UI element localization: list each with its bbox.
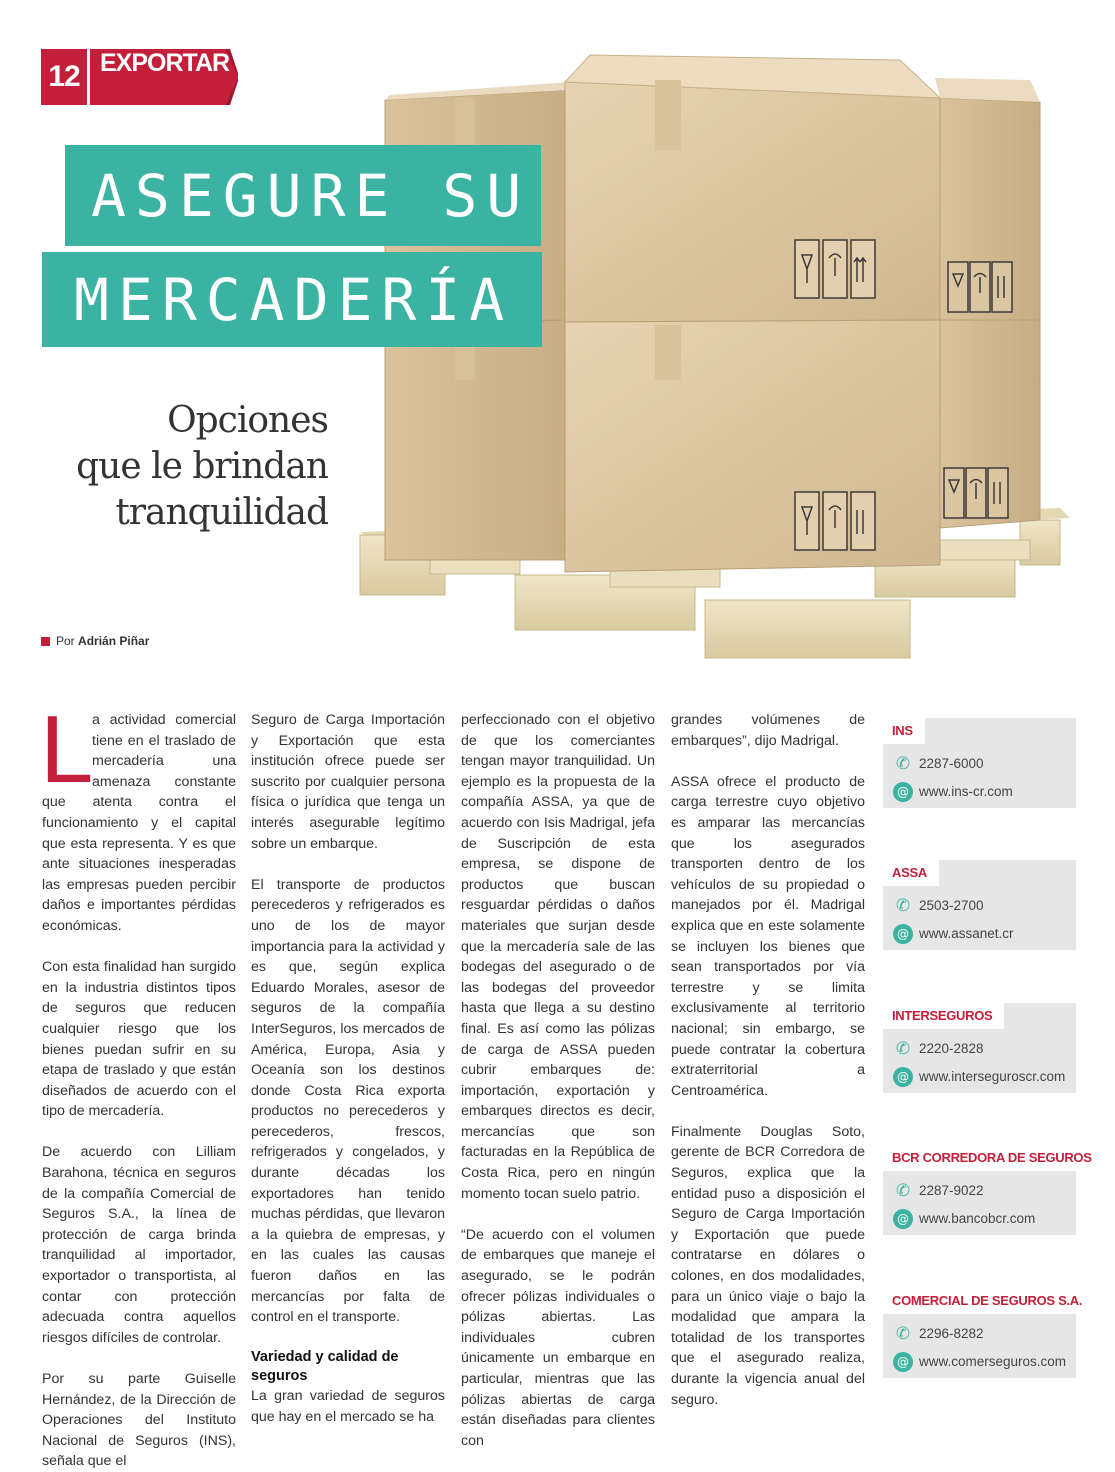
contact-web[interactable] — [893, 780, 1013, 804]
subtitle-line-3: tranquilidad — [115, 492, 328, 533]
handling-symbols-icon — [795, 240, 875, 298]
at-icon: @ — [893, 1352, 913, 1372]
subtitle — [28, 398, 328, 536]
title-line-1: ASEGURE SU — [91, 162, 531, 230]
contact-phone — [893, 1037, 984, 1061]
phone-number: 2287-9022 — [919, 1183, 984, 1198]
paragraph: El transporte de productos perecederos y refrigerados es uno de los de mayor importancia para la actividad y es que, según explica Eduardo Morales, asesor de seguros de la compañía InterSeguros, los mercados de América, Europa, Asia y Oceanía son los destinos donde Costa Rica exporta productos no perecederos y perecederos, frescos, refrigerados y congelados, y durante décadas los exportadores han tenido muchas pérdidas, que llevaron a la quiebra de empresas, y en las cuales las causas fueron daños en las mercancías por falta de control en el transporte. — [251, 876, 445, 1326]
contact-name: ASSA — [883, 860, 939, 886]
cardboard-boxes-pallet-image — [340, 40, 1080, 660]
paragraph — [40, 696, 236, 937]
byline-author: Adrián Piñar — [78, 634, 150, 648]
subtitle-line-1: Opciones — [167, 400, 328, 441]
box-bottom-front — [565, 320, 940, 572]
paragraph: grandes volúmenes de embarques”, dijo Madrigal. — [671, 712, 865, 749]
contact-name: COMERCIAL DE SEGUROS S.A. — [883, 1288, 1094, 1314]
article-column-1 — [40, 696, 236, 1472]
subheading: Variedad y calidad de seguros — [251, 1349, 399, 1385]
page-number: 12 — [41, 49, 87, 105]
phone-number: 2220-2828 — [919, 1041, 984, 1056]
contact-name: INS — [883, 718, 925, 744]
phone-icon: ✆ — [895, 896, 911, 917]
at-icon: @ — [893, 924, 913, 944]
subtitle-line-2: que le brindan — [76, 446, 328, 487]
at-icon: @ — [893, 1209, 913, 1229]
paragraph: Por su parte Guiselle Hernández, de la Dirección de Operaciones del Instituto Nacional de Seguros (INS), señala que el — [42, 1371, 236, 1470]
byline-square-icon — [41, 637, 50, 646]
website-link[interactable]: www.interseguroscr.com — [919, 1069, 1066, 1084]
article-column-4 — [671, 710, 865, 1410]
byline — [41, 634, 149, 648]
phone-number: 2287-6000 — [919, 756, 984, 771]
paragraph: perfeccionado con el objetivo de que los comerciantes tengan mayor tranquilidad. Un ejemplo es la propuesta de la compañía ASSA, ya que de acuerdo con Isis Madrigal, jefa de Suscripción de esta empresa, se dispone de productos que buscan resguardar pérdidas o daños materiales que surjan desde que la mercadería sale de las bodegas del asegurado o de las bodegas del proveedor hasta que llega a su destino final. Es así como las pólizas de carga de ASSA pueden cubrir embarques de: importación, exportación y embarques directos es decir, mercancías que son facturadas en la República de Costa Rica, pero en ningún momento tocan suelo patrio. — [461, 712, 655, 1202]
byline-prefix: Por — [56, 634, 75, 648]
website-link[interactable]: www.comerseguros.com — [919, 1354, 1067, 1369]
at-icon: @ — [893, 1067, 913, 1087]
contact-name: BCR CORREDORA DE SEGUROS — [883, 1145, 1104, 1171]
paragraph: De acuerdo con Lilliam Barahona, técnica en seguros de la compañía Comercial de Seguros S.A., la línea de protección de carga brinda tranquilidad al importador, exportador o transportista, al contar con protección adecuada contra aquellos riesgos difíciles de controlar. — [42, 1144, 236, 1346]
paragraph: Seguro de Carga Importación y Exportación que esta institución ofrece puede ser suscrito por cualquier persona física o jurídica que tenga un interés asegurable legítimo sobre un embarque. — [251, 712, 445, 852]
contact-box-ins — [883, 718, 1076, 808]
website-link[interactable]: www.ins-cr.com — [919, 784, 1013, 799]
paragraph: “De acuerdo con el volumen de embarques que maneje el asegurado, se le podrán ofrecer pólizas individuales o pólizas abiertas. Las individuales cubren únicamente un embarque en particular, mientras que las pólizas abiertas de carga están diseñadas para clientes con — [461, 1226, 655, 1449]
phone-number: 2503-2700 — [919, 898, 984, 913]
dropcap: L — [40, 696, 94, 803]
contact-phone — [893, 752, 984, 776]
handling-symbols-icon — [795, 492, 875, 550]
contact-web[interactable] — [893, 922, 1014, 946]
phone-icon: ✆ — [895, 754, 911, 775]
contact-web[interactable] — [893, 1207, 1035, 1231]
paragraph: Finalmente Douglas Soto, gerente de BCR Corredora de Seguros, explica que la entidad puso a disposición el Seguro de Carga Importación y Exportación que puede contratarse en dólares o colones, en dos modalidades, para un único viaje o bajo la modalidad que ampara la totalidad de los transportes que el asegurado realiza, durante la vigencia anual del seguro. — [671, 1123, 865, 1408]
handling-symbols-icon — [944, 468, 1008, 518]
section-tag — [90, 49, 238, 105]
article-column-3 — [461, 710, 655, 1451]
contact-phone — [893, 894, 984, 918]
contact-box-interseguros — [883, 1003, 1076, 1093]
paragraph-text: a actividad comercial tiene en el traslado de mercadería una amenaza constante que atenta contra el funcionamiento y el capital que esta representa. Y es que ante situaciones inesperadas las empresas pueden percibir daños e importantes pérdidas económicas. — [42, 712, 236, 934]
paragraph: ASSA ofrece el producto de carga terrestre cuyo objetivo es amparar las mercancías que los asegurados transporten dentro de los vehículos de su propiedad o manejados por él. Madrigal explica que en este solamente se incluyen los bienes que sean transportados por vía terrestre y se limita exclusivamente al territorio nacional; sin embargo, se puede contratar la cobertura extraterritorial a Centroamérica. — [671, 773, 865, 1099]
title-band-2 — [42, 252, 542, 347]
title-band-1 — [65, 145, 541, 246]
contact-box-bcr — [883, 1145, 1092, 1235]
phone-icon: ✆ — [895, 1324, 911, 1345]
title-line-2: MERCADERÍA — [74, 266, 514, 334]
contact-box-comercial — [883, 1288, 1083, 1378]
paragraph: La gran variedad de seguros que hay en el mercado se ha — [251, 1388, 445, 1425]
contact-phone — [893, 1322, 984, 1346]
paragraph: Con esta finalidad han surgido en la industria distintos tipos de seguros que reducen cualquier riesgo que los bienes puedan sufrir en su etapa de traslado y que están diseñados de acuerdo con el tipo de mercadería. — [42, 959, 236, 1120]
at-icon: @ — [893, 782, 913, 802]
phone-icon: ✆ — [895, 1181, 911, 1202]
section-label: EXPORTAR — [100, 49, 230, 77]
website-link[interactable]: www.bancobcr.com — [919, 1211, 1036, 1226]
contact-phone — [893, 1179, 984, 1203]
contact-box-assa — [883, 860, 1076, 950]
phone-number: 2296-8282 — [919, 1326, 984, 1341]
contact-name: INTERSEGUROS — [883, 1003, 1004, 1029]
phone-icon: ✆ — [895, 1039, 911, 1060]
handling-symbols-icon — [948, 262, 1012, 312]
box-top-front — [565, 55, 940, 322]
article-column-2 — [251, 710, 445, 1428]
contact-web[interactable] — [893, 1350, 1066, 1374]
website-link[interactable]: www.assanet.cr — [919, 926, 1014, 941]
contact-web[interactable] — [893, 1065, 1065, 1089]
